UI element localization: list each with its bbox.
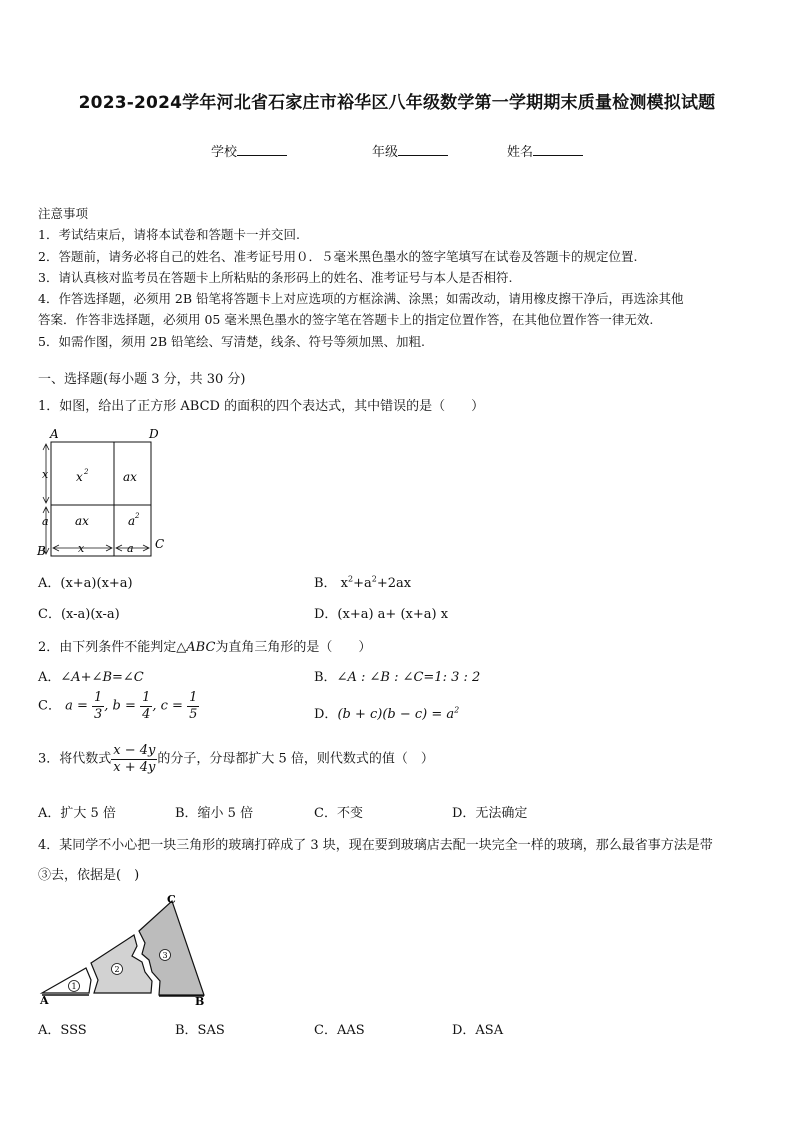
- vertex-b-label: B: [195, 995, 205, 1006]
- note-item: 答案．作答非选择题，必须用 05 毫米黑色墨水的签字笔在答题卡上的指定位置作答，在其他位置作答一律无效.: [38, 312, 654, 328]
- q3-option-b: B．缩小 5 倍: [175, 806, 254, 821]
- note-item: 5．如需作图，须用 2B 铅笔绘、写清楚，线条、符号等须加黑、加粗.: [38, 333, 426, 349]
- vertex-c-label: C: [155, 537, 165, 551]
- q1-option-a: A．(x+a)(x+a): [38, 576, 133, 591]
- school-field: [211, 141, 287, 160]
- cell-x-squared: x: [76, 470, 83, 484]
- fraction: $\frac{1}{3}$: [94, 690, 103, 722]
- piece-3-label: 3: [162, 951, 168, 960]
- q1-option-b: B． $x^2+a^2+2ax$: [314, 574, 412, 591]
- side-a-left: a: [42, 515, 49, 528]
- grade-blank: [398, 143, 448, 156]
- q2-option-b: B．∠A : ∠B : ∠C=1: 3 : 2: [314, 670, 481, 685]
- cell-a-squared-exp: 2: [135, 512, 140, 520]
- school-blank: [237, 143, 287, 156]
- notes-heading: 注意事项: [38, 206, 89, 221]
- q2-option-a: A．∠A+∠B=∠C: [38, 670, 144, 685]
- q4-stem-line2: ③去，依据是( ): [38, 868, 140, 883]
- q1-stem: 1．如图，给出了正方形 ABCD 的面积的四个表达式，其中错误的是（ ）: [38, 399, 485, 414]
- q1-square-figure: [34, 424, 174, 560]
- note-item: 2．答题前，请务必将自己的姓名、准考证号用０．５毫米黑色墨水的签字笔填写在试卷及答题卡的规定位置.: [38, 248, 638, 264]
- cell-x-squared-exp: 2: [84, 468, 89, 476]
- piece-1-label: 1: [71, 982, 77, 991]
- q2-option-c: C． a = $\frac{1}{3}$ , b = $\frac{1}{4}$ , c = $\frac{1}{5}$: [38, 690, 198, 722]
- q1-option-d: D．(x+a) a+ (x+a) x: [314, 607, 449, 622]
- name-label: 姓名: [507, 145, 534, 160]
- side-x-left: x: [42, 468, 49, 481]
- vertex-b-label: B: [37, 544, 46, 558]
- vertex-a-label: A: [40, 994, 49, 1006]
- fraction: $\frac{1}{5}$: [189, 690, 198, 722]
- fraction: $\frac{1}{4}$: [142, 690, 151, 722]
- page-title: 2023-2024学年河北省石家庄市裕华区八年级数学第一学期期末质量检测模拟试题: [78, 93, 716, 113]
- vertex-c-label: C: [167, 893, 176, 906]
- glass-piece-1: [42, 968, 91, 993]
- cell-ax-bottom: ax: [75, 514, 89, 528]
- name-field: [507, 141, 583, 160]
- side-a-bottom: a: [127, 542, 134, 555]
- grade-field: [372, 141, 448, 160]
- note-item: 1．考试结束后，请将本试卷和答题卡一并交回.: [38, 227, 300, 243]
- school-label: 学校: [211, 145, 238, 160]
- side-x-bottom: x: [78, 542, 85, 555]
- q4-broken-triangle-figure: [34, 888, 219, 1006]
- name-blank: [533, 143, 583, 156]
- note-item: 3．请认真核对监考员在答题卡上所粘贴的条形码上的姓名、准考证号与本人是否相符.: [38, 269, 513, 285]
- section-heading: 一、选择题(每小题 3 分，共 30 分): [38, 372, 246, 387]
- cell-ax-top: ax: [123, 470, 137, 484]
- q3-stem: 3．将代数式 $\frac{x - 4y}{x + 4y}$ 的分子，分母都扩大 5 倍，则代数式的值（ ）: [38, 743, 434, 775]
- q4-option-d: D．ASA: [452, 1023, 504, 1038]
- q3-option-c: C．不变: [314, 806, 363, 821]
- q4-stem-line1: 4．某同学不小心把一块三角形的玻璃打碎成了 3 块，现在要到玻璃店去配一块完全一样的玻璃，那么最省事方法是带: [38, 838, 713, 853]
- fraction: $\frac{x - 4y}{x + 4y}$: [113, 743, 156, 775]
- q2-option-d: D．$(b + c)(b - c) = a^2$: [314, 705, 460, 722]
- vertex-d-label: D: [149, 427, 159, 441]
- q3-option-d: D．无法确定: [452, 806, 528, 821]
- vertex-a-label: A: [50, 427, 59, 441]
- q3-option-a: A．扩大 5 倍: [38, 806, 116, 821]
- q4-option-c: C．AAS: [314, 1023, 365, 1038]
- q1-option-c: C．(x-a)(x-a): [38, 607, 120, 622]
- q2-stem: 2．由下列条件不能判定△ABC为直角三角形的是（ ）: [38, 640, 372, 655]
- glass-piece-2: [91, 935, 152, 993]
- q4-option-a: A．SSS: [38, 1023, 87, 1038]
- note-item: 4．作答选择题，必须用 2B 铅笔将答题卡上对应选项的方框涂满、涂黑；如需改动，请用橡皮擦干净后，再选涂其他: [38, 291, 684, 307]
- q4-option-b: B．SAS: [175, 1023, 225, 1038]
- piece-2-label: 2: [114, 965, 120, 974]
- notes-section: [38, 203, 760, 352]
- grade-label: 年级: [372, 145, 399, 160]
- cell-a-squared: a: [128, 514, 136, 528]
